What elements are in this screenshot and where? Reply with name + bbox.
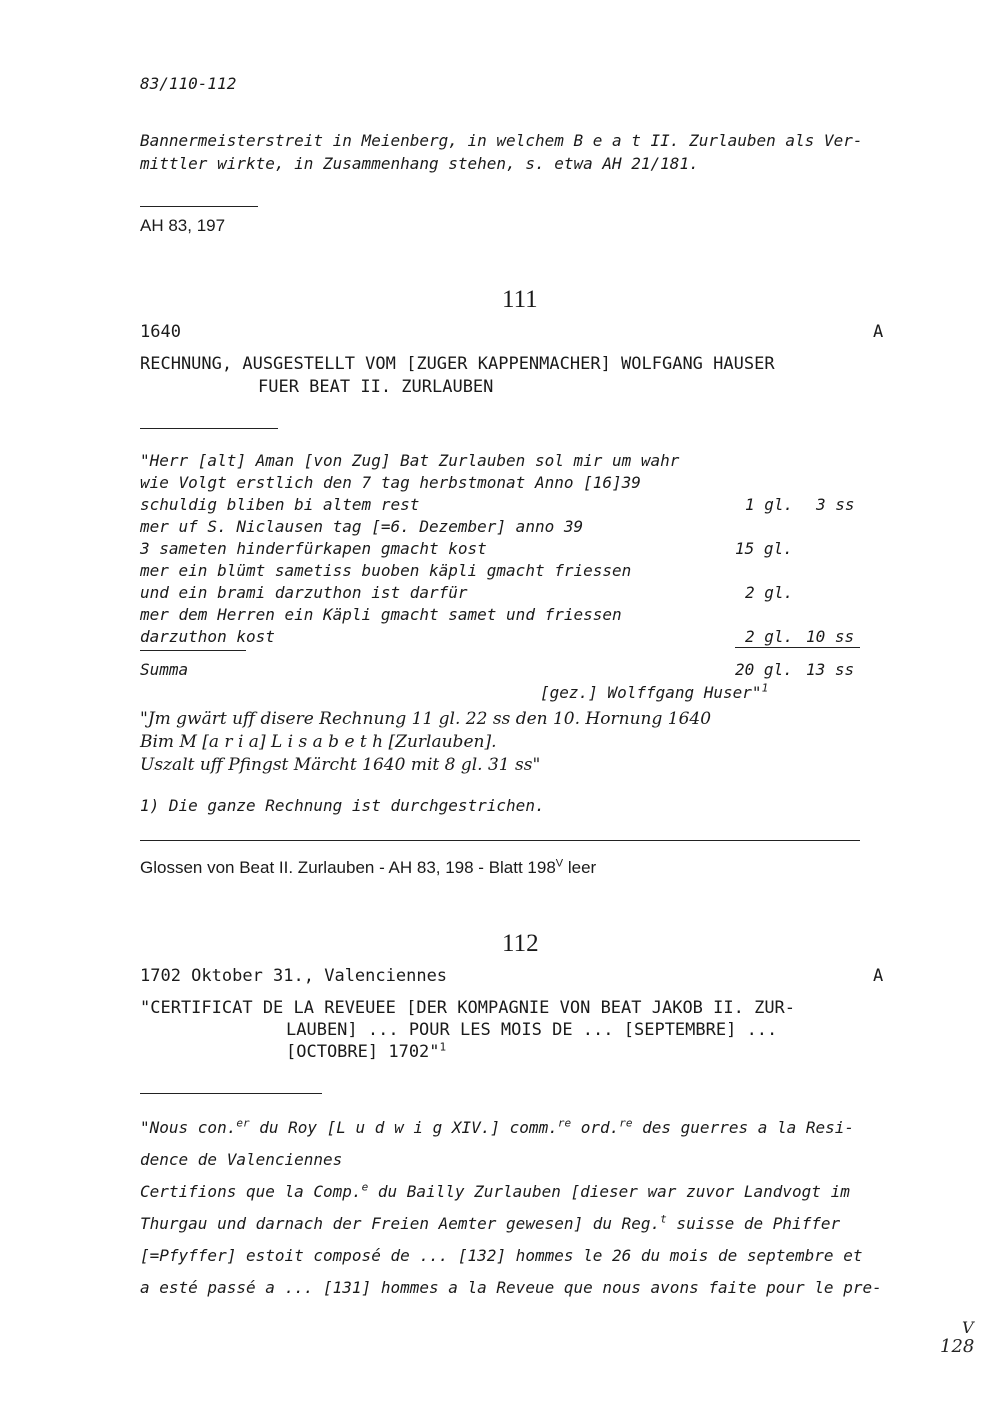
amount-ss: 10 ss xyxy=(806,627,855,646)
text-line: [=Pfyffer] estoit composé de ... [132] hommes le 26 du mois de septembre et xyxy=(140,1246,863,1265)
entry-title-line-1: RECHNUNG, AUSGESTELLT VOM [ZUGER KAPPENMACHER] WOLFGANG HAUSER xyxy=(140,354,775,374)
text-line: "Nous con.$^{er}$ du Roy [L u d w i g XIV.] comm.$^{re}$ ord.$^{re}$ des guerres a la Resi- xyxy=(140,1116,855,1137)
intro-line-2: mittler wirkte, in Zusammenhang stehen, s. etwa AH 21/181. xyxy=(140,154,699,173)
footnote-marker: 1 xyxy=(439,1040,447,1054)
receipt-line: Bim M [a r i a] L i s a b e t h [Zurlauben]. xyxy=(140,732,497,752)
entry-title-line-1: "CERTIFICAT DE LA REVEUEE [DER KOMPAGNIE VON BEAT JAKOB II. ZUR- xyxy=(140,998,796,1018)
entry-grade: A xyxy=(873,966,884,986)
sum-rule xyxy=(735,647,860,648)
text-line: schuldig bliben bi altem rest xyxy=(140,495,420,514)
entry-title-line-2: FUER BEAT II. ZURLAUBEN xyxy=(258,377,494,397)
footnote: 1) Die ganze Rechnung ist durchgestrichen. xyxy=(140,796,545,815)
page-mark-number: 128 xyxy=(940,1336,975,1357)
divider xyxy=(140,840,860,841)
source-reference: AH 83, 197 xyxy=(140,216,226,235)
text-line: 3 sameten hinderfürkapen gmacht kost xyxy=(140,539,487,558)
footnote-marker: 1 xyxy=(761,681,769,695)
text-line: "Herr [alt] Aman [von Zug] Bat Zurlauben sol mir um wahr xyxy=(140,451,680,470)
entry-title-line-2: LAUBEN] ... POUR LES MOIS DE ... [SEPTEMBRE] ... xyxy=(286,1020,778,1040)
text-line: a esté passé a ... [131] hommes a la Reveue que nous avons faite pour le pre- xyxy=(140,1278,882,1297)
amount: 2 gl. xyxy=(745,583,794,602)
summa-amount: 20 gl. xyxy=(735,660,793,679)
entry-date: 1702 Oktober 31., Valenciennes xyxy=(140,966,448,986)
divider xyxy=(140,206,258,207)
amount: 1 gl. xyxy=(745,495,794,514)
intro-line-1: Bannermeisterstreit in Meienberg, in welchem B e a t II. Zurlauben als Ver- xyxy=(140,131,863,150)
signature: [gez.] Wolffgang Huser"$^1$ xyxy=(540,681,769,702)
amount: 15 gl. xyxy=(735,539,793,558)
text-line: und ein brami darzuthon ist darfür xyxy=(140,583,468,602)
underline xyxy=(140,650,246,651)
text-line: mer uf S. Niclausen tag [=6. Dezember] anno 39 xyxy=(140,517,584,536)
receipt-line: "Jm gwärt uff disere Rechnung 11 gl. 22 ss den 10. Hornung 1640 xyxy=(140,709,712,729)
text-line: wie Volgt erstlich den 7 tag herbstmonat Anno [16]39 xyxy=(140,473,641,492)
amount-ss: 3 ss xyxy=(816,495,855,514)
text-line: Certifions que la Comp.$^e$ du Bailly Zurlauben [dieser war zuvor Landvogt im xyxy=(140,1180,850,1201)
entry-date: 1640 xyxy=(140,322,181,342)
entry-number: 111 xyxy=(502,286,538,313)
glossen-line: Glossen von Beat II. Zurlauben - AH 83, 198 - Blatt $198^V$ leer xyxy=(140,857,597,877)
text-line: mer dem Herren ein Käpli gmacht samet und friessen xyxy=(140,605,622,624)
entry-grade: A xyxy=(873,322,884,342)
summa-label: Summa xyxy=(140,660,189,679)
text-line: darzuthon kost xyxy=(140,627,275,646)
amount: 2 gl. xyxy=(745,627,794,646)
text-line: dence de Valenciennes xyxy=(140,1150,343,1169)
entry-title-line-3: [OCTOBRE] 1702"$^1$ xyxy=(286,1040,447,1062)
divider xyxy=(140,428,278,429)
entry-number: 112 xyxy=(502,930,539,957)
text-line: mer ein blümt sametiss buoben käpli gmacht friessen xyxy=(140,561,632,580)
summa-ss: 13 ss xyxy=(806,660,855,679)
divider xyxy=(140,1093,322,1094)
text-line: Thurgau und darnach der Freien Aemter gewesen] du Reg.$^t$ suisse de Phiffer xyxy=(140,1212,841,1233)
receipt-line: Uszalt uff Pfingst Märcht 1640 mit 8 gl. 31 ss" xyxy=(140,755,541,775)
page-mark-top: V xyxy=(962,1318,974,1337)
document-reference: 83/110-112 xyxy=(140,74,237,93)
